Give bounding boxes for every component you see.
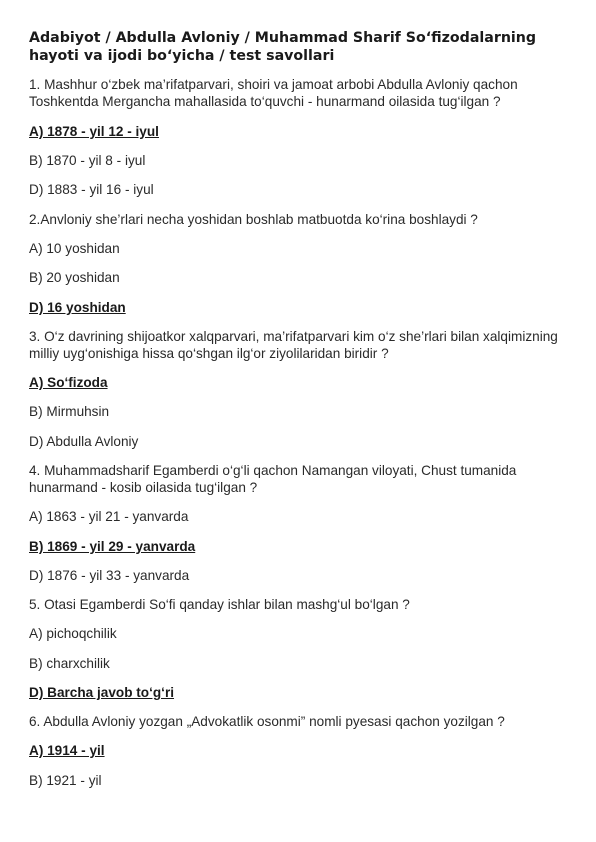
- question-3-text: 3. O‘z davrining shijoatkor xalqparvari, ma’rifatparvari kim o‘z she’rlari bilan xalqimizning milliy uyg‘onishiga hissa qo‘shgan ilg‘or ziyolilaridan biridir ?: [29, 329, 558, 361]
- question-4-option-d: D) 1876 - yil 33 - yanvarda: [29, 568, 190, 583]
- question-6-option-a: A) 1914 - yil: [29, 743, 105, 758]
- document-title: Adabiyot / Abdulla Avloniy / Muhammad Sharif So‘fizodalarning hayoti va ijodi bo‘yicha / test savollari: [29, 30, 537, 64]
- question-4-text: 4. Muhammadsharif Egamberdi o‘g‘li qachon Namangan viloyati, Chust tumanida hunarmand - kosib oilasida tug‘ilgan ?: [29, 463, 517, 495]
- question-2-option-d: D) 16 yoshidan: [29, 300, 126, 315]
- question-5-option-b: B) charxchilik: [29, 656, 110, 671]
- question-3-option-a: A) So‘fizoda: [29, 375, 108, 390]
- question-1-option-d: D) 1883 - yil 16 - iyul: [29, 182, 154, 197]
- question-3-option-b: B) Mirmuhsin: [29, 404, 110, 419]
- question-2-text: 2.Anvloniy she’rlari necha yoshidan boshlab matbuotda ko‘rina boshlaydi ?: [29, 212, 478, 227]
- question-5-text: 5. Otasi Egamberdi So‘fi qanday ishlar bilan mashg‘ul bo‘lgan ?: [29, 597, 410, 612]
- question-5-option-a: A) pichoqchilik: [29, 626, 117, 641]
- question-2-option-b: B) 20 yoshidan: [29, 270, 120, 285]
- question-6-option-b: B) 1921 - yil: [29, 773, 102, 788]
- question-3-option-d: D) Abdulla Avloniy: [29, 434, 139, 449]
- question-6-text: 6. Abdulla Avloniy yozgan „Advokatlik osonmi” nomli pyesasi qachon yozilgan ?: [29, 714, 505, 729]
- question-4-option-b: B) 1869 - yil 29 - yanvarda: [29, 539, 196, 554]
- question-4-option-a: A) 1863 - yil 21 - yanvarda: [29, 509, 189, 524]
- question-1-text: 1. Mashhur o‘zbek ma’rifatparvari, shoiri va jamoat arbobi Abdulla Avloniy qachon Toshkentda Mergancha mahallasida to‘quvchi - hunarmand oilasida tug‘ilgan ?: [29, 77, 518, 109]
- question-1-option-a: A) 1878 - yil 12 - iyul: [29, 124, 159, 139]
- question-5-option-d: D) Barcha javob to‘g‘ri: [29, 685, 175, 700]
- question-2-option-a: A) 10 yoshidan: [29, 241, 120, 256]
- question-1-option-b: B) 1870 - yil 8 - iyul: [29, 153, 146, 168]
